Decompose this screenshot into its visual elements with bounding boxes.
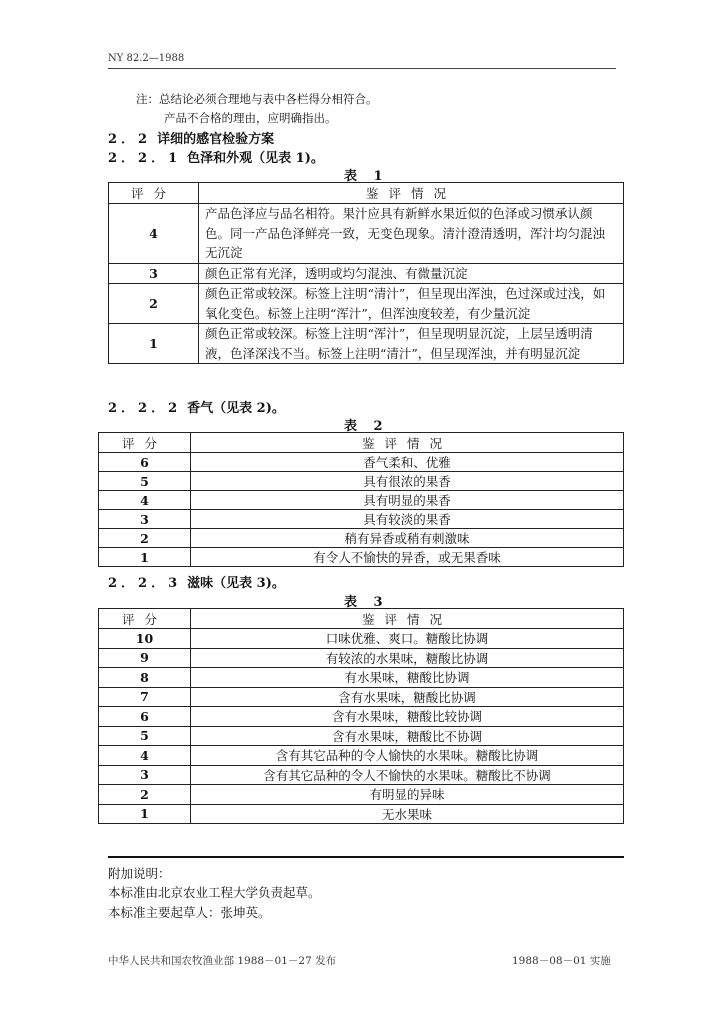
score-cell: 1 [109,324,199,364]
score-cell: 8 [99,668,191,688]
score-cell: 3 [99,765,191,785]
table-row [99,785,624,805]
section-2-2-1 [108,147,324,166]
table-row [99,668,624,688]
score-cell: 4 [99,746,191,766]
addendum-divider [108,856,624,858]
table-row [99,491,624,510]
score-cell: 3 [109,263,199,284]
description-cell: 含有水果味，糖酸比不协调 [191,726,624,746]
description-cell: 颜色正常或较深。标签上注明“清汁”，但呈现出浑浊，色过深或过浅，如氧化变色。标签上注明“浑汁”，但浑浊度较差，有少量沉淀 [199,284,624,324]
section-number: 2．2．1 [108,151,182,166]
score-cell: 1 [99,804,191,824]
score-cell: 6 [99,707,191,727]
note-line-1: 注：总结论必须合理地与表中各栏得分相符合。 [136,92,378,106]
score-cell: 4 [99,491,191,510]
addendum-line-2: 本标准主要起草人：张坤英。 [108,905,271,920]
score-cell: 5 [99,472,191,491]
table-row [99,746,624,766]
score-cell: 10 [99,629,191,649]
score-cell: 2 [109,284,199,324]
description-cell: 有明显的异味 [191,785,624,805]
table-row [109,284,624,324]
column-header-score: 评分 [109,183,199,204]
table-row [99,687,624,707]
section-title: 香气（见表 2)。 [187,401,285,416]
section-title: 色泽和外观（见表 1)。 [187,151,324,166]
description-cell: 有令人不愉快的异香，或无果香味 [191,548,624,567]
score-cell: 2 [99,785,191,805]
section-number: 2．2 [108,132,152,147]
table-row [99,453,624,472]
description-cell: 有水果味，糖酸比协调 [191,668,624,688]
header-rule [108,68,616,69]
description-cell: 含有水果味，糖酸比较协调 [191,707,624,727]
table-3-caption: 表 3 [344,595,389,610]
table-row [99,548,624,567]
table-row [99,629,624,649]
table-row [99,648,624,668]
description-cell: 口味优雅、爽口。糖酸比协调 [191,629,624,649]
description-cell: 香气柔和、优雅 [191,453,624,472]
score-cell: 9 [99,648,191,668]
table-row [99,765,624,785]
score-cell: 2 [99,529,191,548]
column-header-score: 评分 [99,609,191,629]
table-2 [98,432,624,567]
table-row [109,204,624,264]
score-cell: 3 [99,510,191,529]
description-cell: 含有其它品种的令人愉快的水果味。糖酸比协调 [191,746,624,766]
score-cell: 4 [109,204,199,264]
table-row [99,726,624,746]
description-cell: 具有较淡的果香 [191,510,624,529]
section-title: 滋味（见表 3)。 [187,576,285,591]
column-header-score: 评分 [99,433,191,453]
table-header-row [99,609,624,629]
table-row [99,510,624,529]
table-row [99,472,624,491]
table-row [99,529,624,548]
table-3 [98,608,624,824]
description-cell: 颜色正常有光泽，透明或均匀混浊、有微量沉淀 [199,263,624,284]
description-cell: 颜色正常或较深。标签上注明“浑汁”，但呈现明显沉淀，上层呈透明清液，色泽深浅不当。标签上注明“清汁”，但呈现浑浊，并有明显沉淀 [199,324,624,364]
footer-effective: 1988－08－01 实施 [512,955,611,967]
column-header-evaluation: 鉴评情况 [191,433,624,453]
section-title: 详细的感官检验方案 [157,132,275,147]
table-row [99,804,624,824]
table-row [109,324,624,364]
standard-code: NY 82.2—1988 [108,53,185,64]
section-number: 2．2．2 [108,401,182,416]
footer-issued: 中华人民共和国农牧渔业部 1988－01－27 发布 [108,955,337,967]
description-cell: 具有很浓的果香 [191,472,624,491]
description-cell: 稍有异香或稍有刺激味 [191,529,624,548]
section-2-2-2 [108,397,285,416]
note-line-2: 产品不合格的理由，应明确指出。 [164,111,337,125]
table-header-row [99,433,624,453]
column-header-evaluation: 鉴评情况 [199,183,624,204]
description-cell: 无水果味 [191,804,624,824]
description-cell: 具有明显的果香 [191,491,624,510]
column-header-evaluation: 鉴评情况 [191,609,624,629]
description-cell: 产品色泽应与品名相符。果汁应具有新鲜水果近似的色泽或习惯承认颜色。同一产品色泽鲜亮一致，无变色现象。清汁澄清透明，浑汁均匀混浊无沉淀 [199,204,624,264]
addendum-line-1: 本标准由北京农业工程大学负责起草。 [108,885,321,900]
description-cell: 有较浓的水果味，糖酸比协调 [191,648,624,668]
table-row [109,263,624,284]
table-1 [108,182,624,364]
table-header-row [109,183,624,204]
score-cell: 7 [99,687,191,707]
table-2-caption: 表 2 [344,419,389,434]
description-cell: 含有其它品种的令人不愉快的水果味。糖酸比不协调 [191,765,624,785]
score-cell: 1 [99,548,191,567]
section-2-2-3 [108,572,285,591]
score-cell: 6 [99,453,191,472]
section-2-2 [108,128,274,147]
table-row [99,707,624,727]
section-number: 2．2．3 [108,576,182,591]
table-1-caption: 表 1 [344,169,389,184]
description-cell: 含有水果味，糖酸比协调 [191,687,624,707]
addendum-title: 附加说明： [108,866,171,881]
score-cell: 5 [99,726,191,746]
